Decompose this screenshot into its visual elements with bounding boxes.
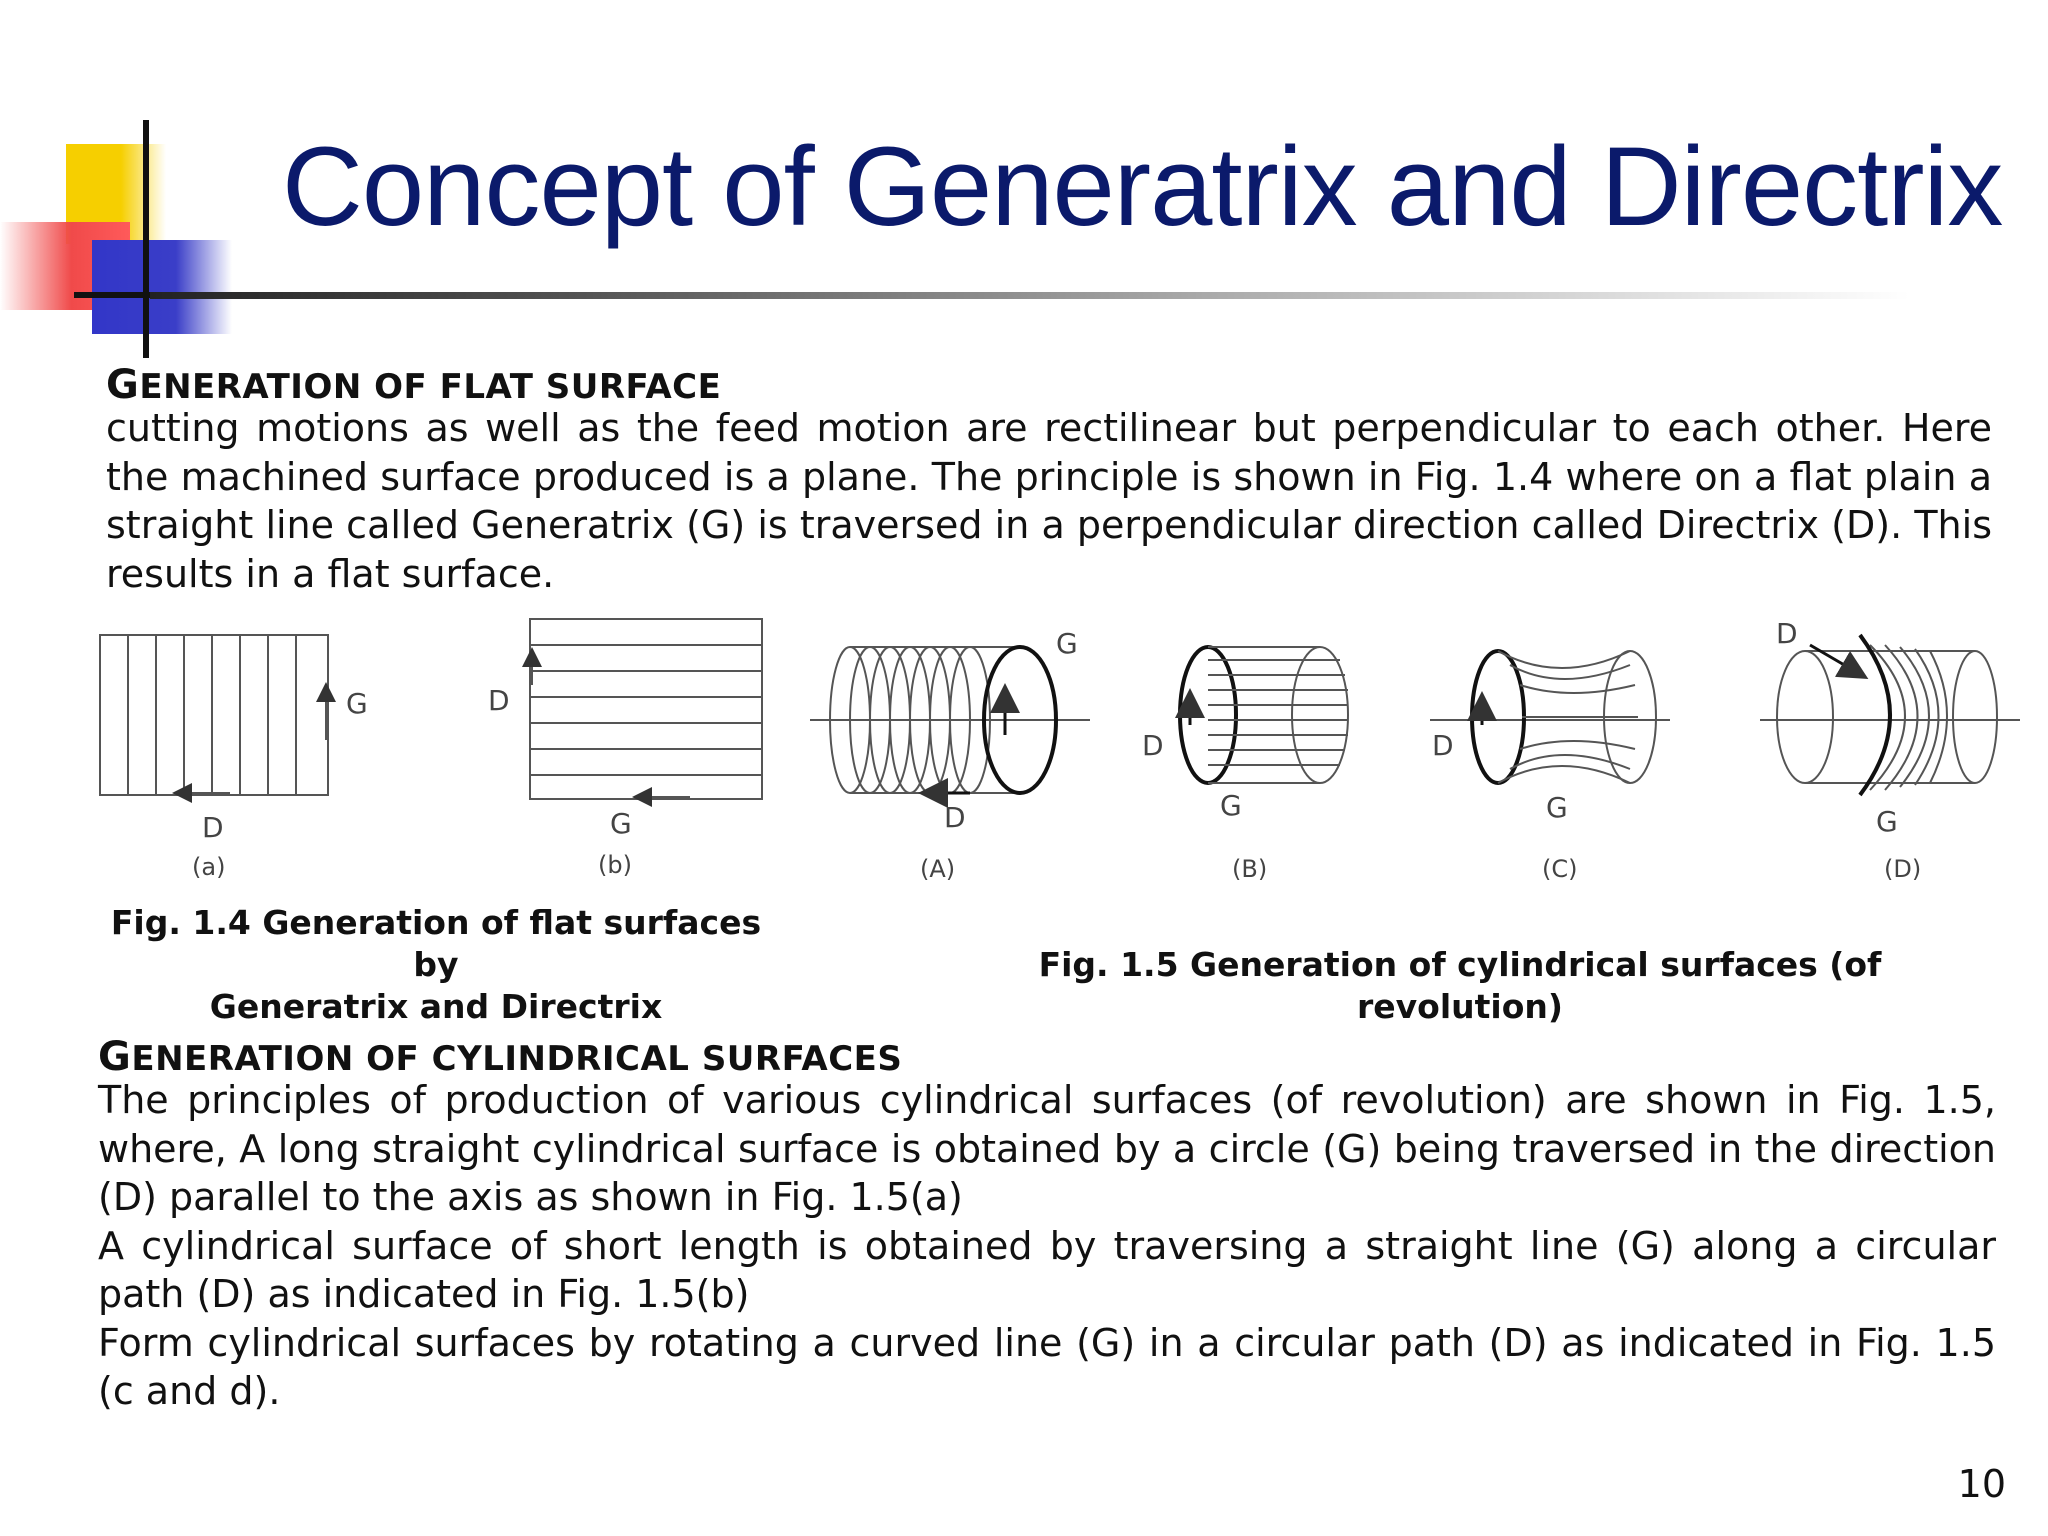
fig-1-5C-d-label: D <box>1432 729 1454 762</box>
fig-1-5D-diagram <box>1760 635 2020 795</box>
fig-1-4b-label: (b) <box>598 851 632 879</box>
fig-1-4b-diagram <box>530 619 762 799</box>
fig-1-5B-d-label: D <box>1142 729 1164 762</box>
logo-vertical-bar <box>143 120 149 358</box>
paragraph-flat-surface <box>106 404 1992 598</box>
fig-1-4b-d-label: D <box>488 684 510 717</box>
fig-1-4a-d-label: D <box>202 811 224 844</box>
figures-area <box>90 605 2020 905</box>
fig-1-4-caption-line2: Generatrix and Directrix <box>209 987 663 1026</box>
fig-1-4-caption <box>96 902 776 1028</box>
fig-1-5C-label: (C) <box>1542 855 1578 883</box>
fig-1-5A-g-label: G <box>1056 627 1078 660</box>
slide-logo-decoration <box>0 110 280 370</box>
heading-cylindrical-surfaces-text: GENERATION OF CYLINDRICAL SURFACES <box>98 1034 903 1080</box>
fig-1-4a-label: (a) <box>192 853 226 881</box>
fig-1-5C-diagram <box>1430 651 1670 783</box>
cylindrical-paragraph-1: The principles of production of various cylindrical surfaces (of revolution) are shown in Fig. 1.5, where, A long straight cylindrical surface is obtained by a circle (G) being traversed in the direction (D) parallel to the axis as shown in Fig. 1.5(a) <box>98 1078 1996 1219</box>
heading-flat-surface <box>106 362 721 408</box>
cylindrical-paragraph-2: A cylindrical surface of short length is obtained by traversing a straight line (G) along a circular path (D) as indicated in Fig. 1.5(b) <box>98 1223 1996 1316</box>
fig-1-5B-label: (B) <box>1232 855 1268 883</box>
fig-1-4a-g-label: G <box>346 687 368 720</box>
fig-1-5B-diagram <box>1180 647 1348 783</box>
figures-svg <box>90 605 2020 905</box>
fig-1-4a-diagram <box>100 635 328 795</box>
fig-1-4b-g-label: G <box>610 807 632 840</box>
fig-1-5B-g-label: G <box>1220 789 1242 822</box>
fig-1-5C-g-label: G <box>1546 791 1568 824</box>
fig-1-5D-label: (D) <box>1884 855 1922 883</box>
logo-blue-square <box>92 240 232 334</box>
fig-1-5A-diagram <box>810 647 1090 793</box>
heading-flat-surface-text: GENERATION OF FLAT SURFACE <box>106 362 722 408</box>
flat-surface-text: cutting motions as well as the feed motion are rectilinear but perpendicular to each other. Here the machined surface produced is a plane. The principle is shown in Fig. 1.4 where on a flat plain a straight line called Generatrix (G) is traversed in a perpendicular direction called Directrix (D). This results in a flat surface. <box>106 406 1992 596</box>
slide-title: Concept of Generatrix and Directrix <box>282 124 2003 249</box>
fig-1-4-caption-line1: Fig. 1.4 Generation of flat surfaces by <box>110 903 762 984</box>
title-underline <box>150 292 1910 299</box>
fig-1-5A-d-label: D <box>944 801 966 834</box>
fig-1-5D-d-label: D <box>1776 617 1798 650</box>
fig-1-5D-g-label: G <box>1876 805 1898 838</box>
fig-1-5A-label: (A) <box>920 855 956 883</box>
fig-1-5-caption-text: Fig. 1.5 Generation of cylindrical surfaces (of revolution) <box>1038 945 1882 1026</box>
heading-cylindrical-surfaces <box>98 1034 902 1080</box>
page-number: 10 <box>1957 1462 2006 1506</box>
cylindrical-paragraph-3: Form cylindrical surfaces by rotating a curved line (G) in a circular path (D) as indicated in Fig. 1.5 (c and d). <box>98 1320 1996 1413</box>
paragraph-cylindrical-surfaces <box>98 1076 1996 1416</box>
fig-1-5-caption <box>940 944 1980 1028</box>
